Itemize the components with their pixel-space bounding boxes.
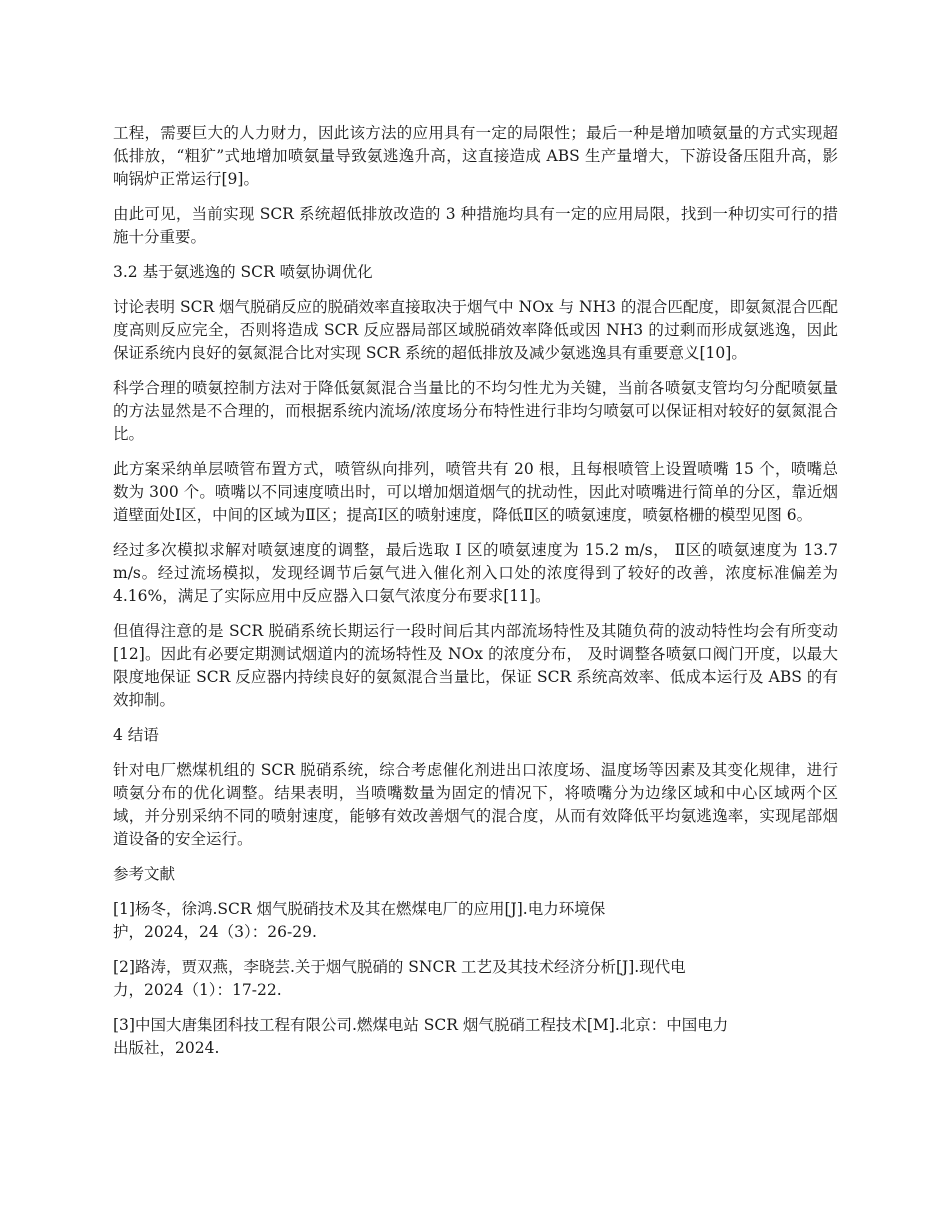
paragraph-ammonia-injection-limits: 工程，需要巨大的人力财力，因此该方法的应用具有一定的局限性；最后一种是增加喷氨量的方式实现超低排放，“粗犷”式地增加喷氨量导致氨逃逸升高，这直接造成 ABS 生产量增大，下游设备压阻升高，影响锅炉正常运行[9]。 [113, 124, 838, 188]
reference-item [113, 1014, 838, 1060]
section-heading-4-conclusion: 4 结语 [113, 726, 159, 744]
document-page [113, 122, 838, 1072]
reference-line: 力，2024（1）：17-22. [113, 981, 282, 999]
paragraph-injection-control: 科学合理的喷氨控制方法对于降低氨氮混合当量比的不均匀性尤为关键，当前各喷氨支管均匀分配喷氨量的方法显然是不合理的，而根据系统内流场/浓度场分布特性进行非均匀喷氨可以保证相对较好的氨氮混合比。 [113, 379, 838, 443]
paragraph-conclusion: 针对电厂燃煤机组的 SCR 脱硝系统，综合考虑催化剂进出口浓度场、温度场等因素及其变化规律，进行喷氨分布的优化调整。结果表明，当喷嘴数量为固定的情况下，将喷嘴分为边缘区域和中心区域两个区域，并分别采纳不同的喷射速度，能够有效改善烟气的混合度，从而有效降低平均氨逃逸率，实现尾部烟道设备的安全运行。 [113, 761, 838, 848]
section-heading-3-2: 3.2 基于氨逃逸的 SCR 喷氨协调优化 [113, 263, 373, 281]
reference-line: 护，2024，24（3）：26-29. [113, 923, 317, 941]
reference-line: [1]杨冬，徐鸿.SCR 烟气脱硝技术及其在燃煤电厂的应用[J].电力环境保 [113, 900, 606, 918]
reference-item [113, 898, 838, 944]
reference-item [113, 956, 838, 1002]
paragraph-measures-summary: 由此可见，当前实现 SCR 系统超低排放改造的 3 种措施均具有一定的应用局限，找到一种切实可行的措施十分重要。 [113, 205, 838, 246]
references-heading: 参考文献 [113, 865, 176, 883]
paragraph-simulation-results: 经过多次模拟求解对喷氨速度的调整，最后选取 I 区的喷氨速度为 15.2 m/s， Ⅱ区的喷氨速度为 13.7 m/s。经过流场模拟，发现经调节后氨气进入催化剂入口处的浓度得到了较好的改善，浓度标准偏差为 4.16%，满足了实际应用中反应器入口氨气浓度分布要求[11]。 [113, 541, 838, 605]
reference-line: 出版社，2024. [113, 1039, 220, 1057]
paragraph-mixing-ratio: 讨论表明 SCR 烟气脱硝反应的脱硝效率直接取决于烟气中 NOx 与 NH3 的混合匹配度，即氨氮混合匹配度高则反应完全，否则将造成 SCR 反应器局部区域脱硝效率降低或因 NH3 的过剩而形成氨逃逸，因此保证系统内良好的氨氮混合比对实现 SCR 系统的超低排放及减少氨逃逸具有重要意义[10]。 [113, 298, 838, 362]
reference-line: [2]路涛，贾双燕，李晓芸.关于烟气脱硝的 SNCR 工艺及其技术经济分析[J].现代电 [113, 958, 686, 976]
paragraph-periodic-testing: 但值得注意的是 SCR 脱硝系统长期运行一段时间后其内部流场特性及其随负荷的波动特性均会有所变动[12]。因此有必要定期测试烟道内的流场特性及 NOx 的浓度分布， 及时调整各喷氨口阀门开度，以最大限度地保证 SCR 反应器内持续良好的氨氮混合当量比，保证 SCR 系统高效率、低成本运行及 ABS 的有效抑制。 [113, 622, 838, 709]
reference-line: [3]中国大唐集团科技工程有限公司.燃煤电站 SCR 烟气脱硝工程技术[M].北京：中国电力 [113, 1016, 729, 1034]
paragraph-nozzle-layout: 此方案采纳单层喷管布置方式，喷管纵向排列，喷管共有 20 根，且每根喷管上设置喷嘴 15 个，喷嘴总数为 300 个。喷嘴以不同速度喷出时，可以增加烟道烟气的扰动性，因此对喷嘴进行简单的分区，靠近烟道壁面处Ⅰ区，中间的区域为Ⅱ区；提高Ⅰ区的喷射速度，降低Ⅱ区的喷氨速度，喷氨格栅的模型见图 6。 [113, 460, 838, 524]
